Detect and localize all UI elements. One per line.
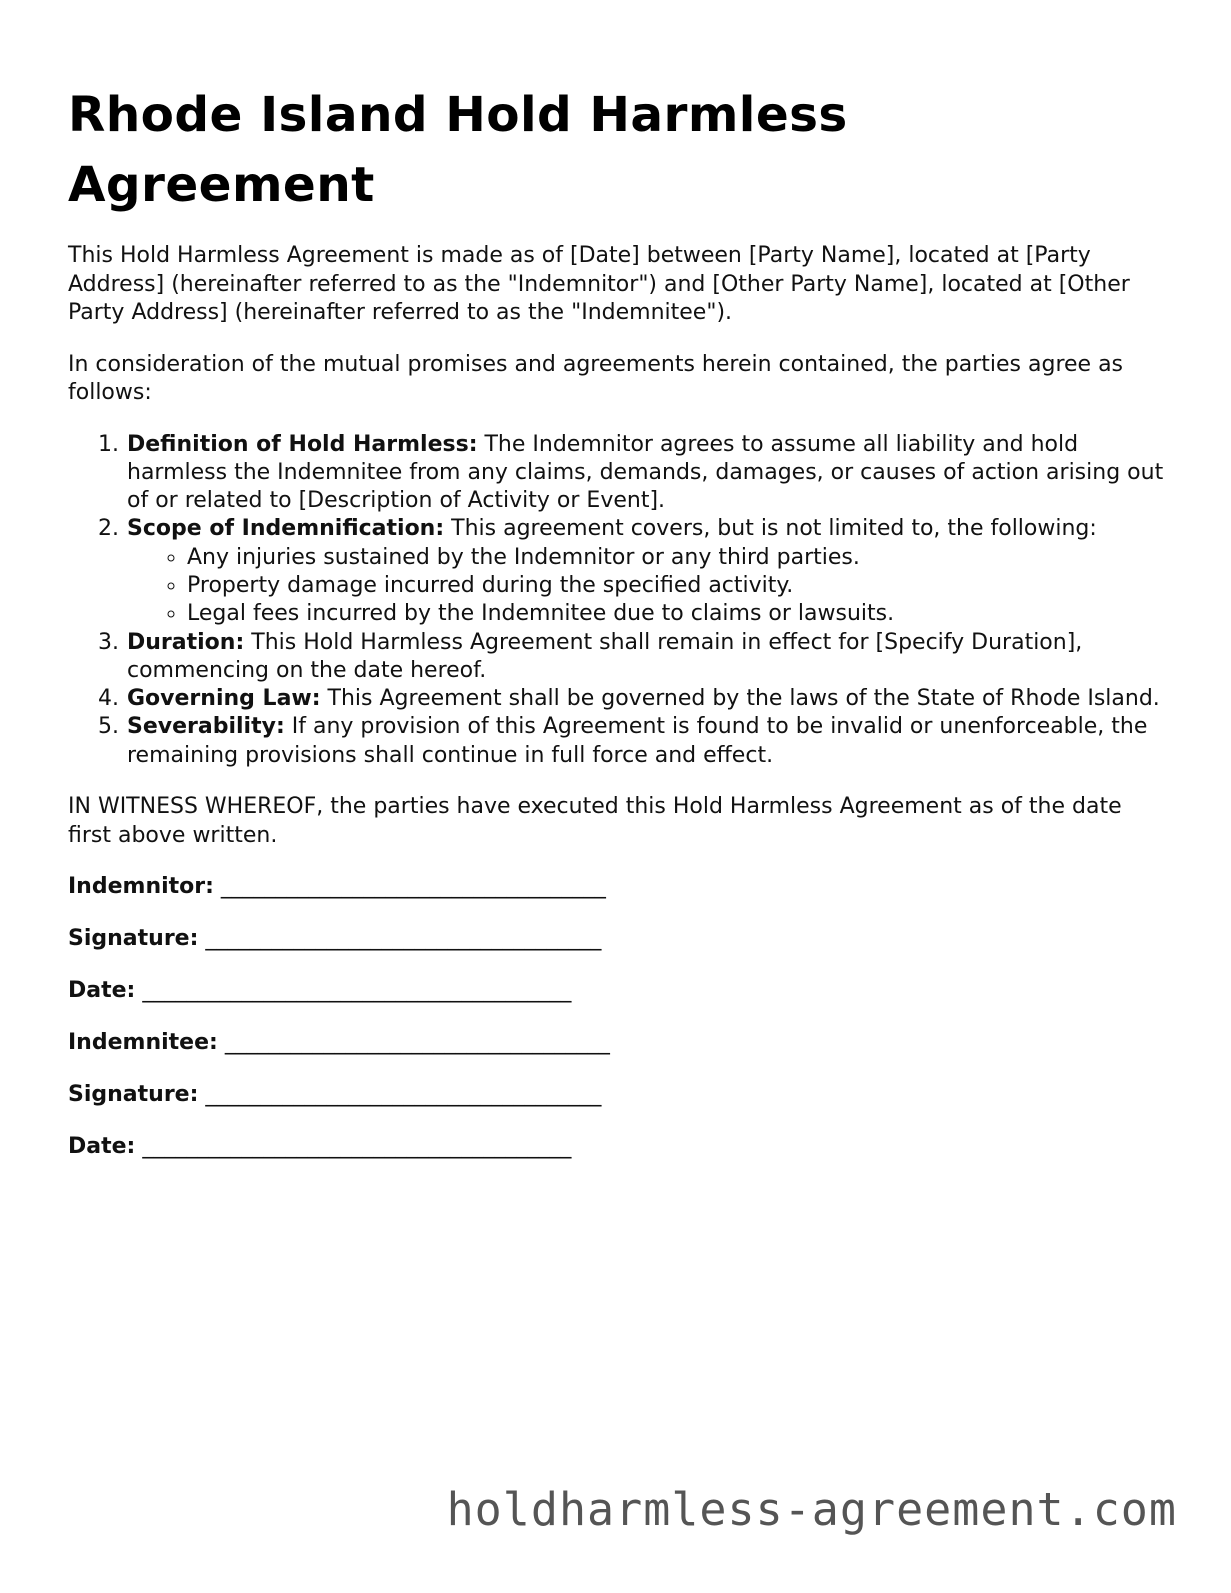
- scope-sublist: [127, 544, 1168, 629]
- indemnitor-name-line[interactable]: [68, 873, 1168, 902]
- term-text: This Agreement shall be governed by the laws of the State of Rhode Island.: [320, 686, 1160, 712]
- term-item: [126, 431, 1168, 516]
- indemnitee-date-line[interactable]: [68, 1133, 1168, 1162]
- term-item: [126, 713, 1168, 770]
- term-text: If any provision of this Agreement is found to be invalid or unenforceable, the remaining provisions shall continue in full force and effect.: [127, 714, 1148, 768]
- term-heading: Severability:: [127, 714, 285, 740]
- term-heading: Duration:: [127, 629, 245, 655]
- scope-item: ◦ Property damage incurred during the specified activity.: [187, 572, 1168, 600]
- term-item: [126, 515, 1168, 628]
- indemnitor-date-line[interactable]: [68, 977, 1168, 1006]
- indemnitee-signature-line[interactable]: [68, 1081, 1168, 1110]
- witness-paragraph: IN WITNESS WHEREOF, the parties have executed this Hold Harmless Agreement as of the date first above written.: [68, 794, 1122, 848]
- blank-line[interactable]: _______________________________________: [142, 1134, 572, 1160]
- term-text: This agreement covers, but is not limited to, the following:: [444, 516, 1097, 542]
- field-label: Signature:: [68, 1082, 199, 1108]
- field-label: Indemnitee:: [68, 1030, 218, 1056]
- field-label: Indemnitor:: [68, 874, 214, 900]
- term-item: [126, 685, 1168, 713]
- indemnitee-name-line[interactable]: [68, 1029, 1168, 1058]
- footer-website: holdharmless-agreement.com: [446, 1483, 1177, 1536]
- blank-line[interactable]: ____________________________________: [205, 1082, 602, 1108]
- term-heading: Scope of Indemnification:: [127, 516, 445, 542]
- document-title: Rhode Island Hold Harmless Agreement: [68, 87, 848, 213]
- blank-line[interactable]: ____________________________________: [205, 926, 602, 952]
- intro-paragraph: This Hold Harmless Agreement is made as of [Date] between [Party Name], located at [Party Address] (hereinafter referred to as the "Indemnitor") and [Other Party Name], located at [Other Party Address] (hereinafter referred to as the "Indemnitee").: [68, 243, 1130, 325]
- field-label: Signature:: [68, 926, 199, 952]
- term-text: This Hold Harmless Agreement shall remain in effect for [Specify Duration], commencing on the date hereof.: [127, 629, 1083, 683]
- indemnitor-signature-line[interactable]: [68, 925, 1168, 954]
- blank-line[interactable]: _______________________________________: [142, 978, 572, 1004]
- scope-item: ◦ Legal fees incurred by the Indemnitee due to claims or lawsuits.: [187, 600, 1168, 628]
- blank-line[interactable]: ___________________________________: [224, 1030, 610, 1056]
- term-item: [126, 629, 1168, 686]
- term-text: The Indemnitor agrees to assume all liability and hold harmless the Indemnitee from any claims, demands, damages, or causes of action arising out of or related to [Description of Activity or Event].: [127, 431, 1164, 514]
- blank-line[interactable]: ___________________________________: [220, 874, 606, 900]
- term-heading: Governing Law:: [127, 686, 321, 712]
- scope-item: ◦ Any injuries sustained by the Indemnitor or any third parties.: [187, 544, 1168, 572]
- signature-block: [68, 873, 1168, 1162]
- field-label: Date:: [68, 1134, 136, 1160]
- field-label: Date:: [68, 978, 136, 1004]
- agreement-page: [68, 80, 1168, 1185]
- consideration-paragraph: In consideration of the mutual promises and agreements herein contained, the parties agree as follows:: [68, 351, 1124, 405]
- terms-list: [68, 431, 1168, 771]
- term-heading: Definition of Hold Harmless:: [127, 431, 478, 457]
